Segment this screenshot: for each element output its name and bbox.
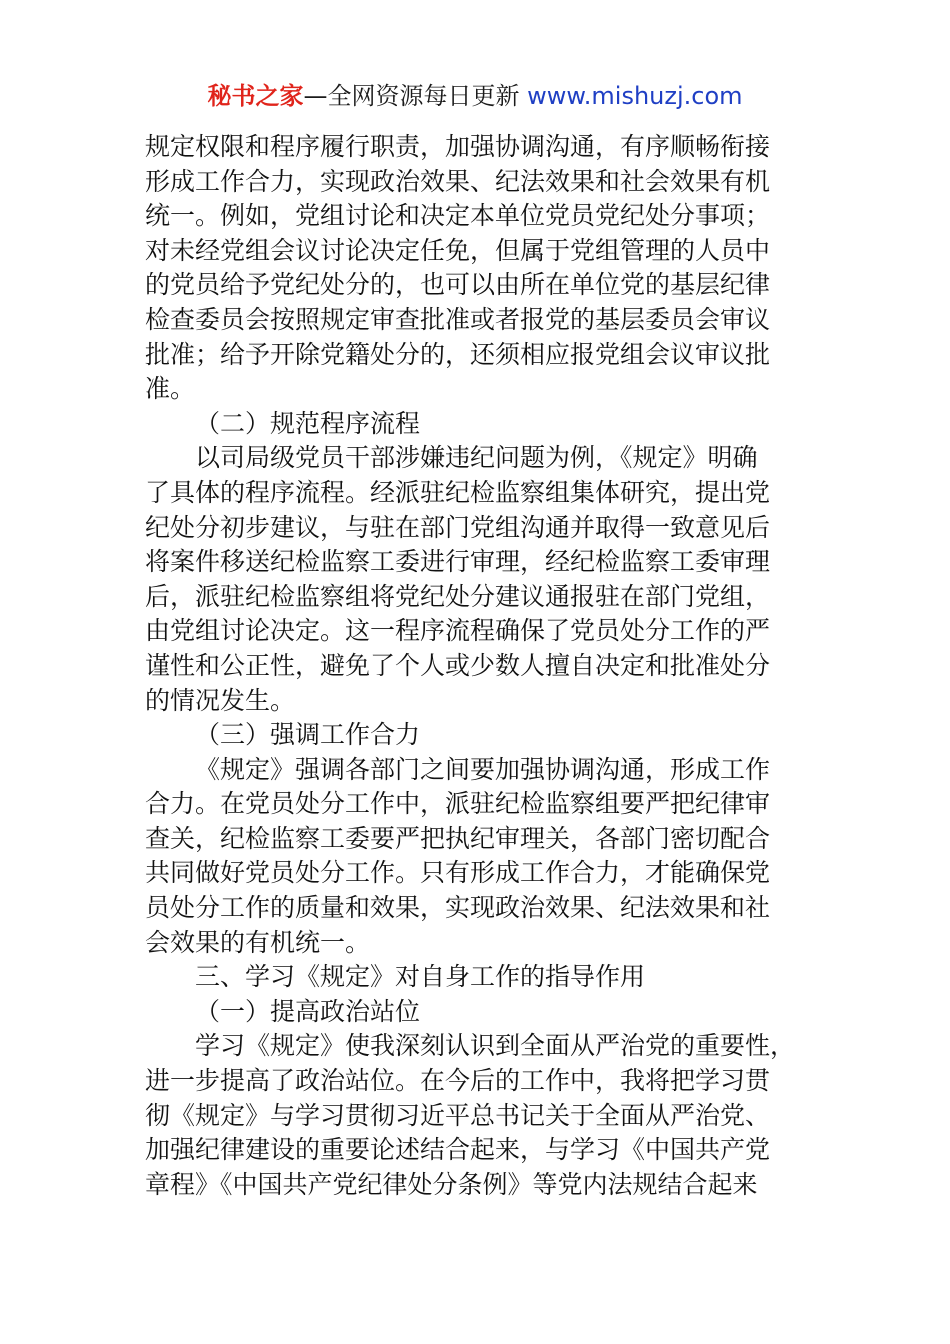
page-header [0,80,950,112]
site-tagline: —全网资源每日更新 [303,82,528,110]
text-line: 批准；给予开除党籍处分的，还须相应报党组会议审议批 [145,339,771,369]
text-line: 合力。在党员处分工作中，派驻纪检监察组要严把纪律审 [145,789,771,819]
site-url-link[interactable]: www.mishuzj.com [527,82,743,110]
text-line: 会效果的有机统一。 [145,927,371,957]
text-line: 彻《规定》与学习贯彻习近平总书记关于全面从严治党、 [145,1100,771,1130]
paragraph-first-line: 以司局级党员干部涉嫌违纪问题为例，《规定》明确 [195,443,758,473]
text-line: 纪处分初步建议，与驻在部门党组沟通并取得一致意见后 [145,512,771,542]
text-line: 员处分工作的质量和效果，实现政治效果、纪法效果和社 [145,893,771,923]
paragraph-first-line: 学习《规定》使我深刻认识到全面从严治党的重要性， [195,1031,796,1061]
text-line: 准。 [145,374,196,404]
text-line: 查关，纪检监察工委要严把执纪审理关，各部门密切配合 [145,823,771,853]
text-line: 的情况发生。 [145,685,296,715]
section-heading: （一）提高政治站位 [195,996,421,1026]
text-line: 统一。例如，党组讨论和决定本单位党员党纪处分事项； [145,201,771,231]
text-line: 共同做好党员处分工作。只有形成工作合力，才能确保党 [145,858,771,888]
text-line: 的党员给予党纪处分的，也可以由所在单位党的基层纪律 [145,270,771,300]
site-brand: 秘书之家 [207,82,304,110]
text-line: 检查委员会按照规定审查批准或者报党的基层委员会审议 [145,304,771,334]
section-heading: 三、学习《规定》对自身工作的指导作用 [195,962,646,992]
text-line: 加强纪律建设的重要论述结合起来，与学习《中国共产党 [145,1135,771,1165]
text-line: 了具体的程序流程。经派驻纪检监察组集体研究，提出党 [145,477,771,507]
document-body [145,130,810,1202]
text-line: 由党组讨论决定。这一程序流程确保了党员处分工作的严 [145,616,771,646]
section-heading: （二）规范程序流程 [195,408,421,438]
text-line: 后，派驻纪检监察组将党纪处分建议通报驻在部门党组， [145,581,771,611]
text-line: 进一步提高了政治站位。在今后的工作中，我将把学习贯 [145,1066,771,1096]
text-line: 章程》《中国共产党纪律处分条例》等党内法规结合起来 [145,1169,758,1199]
text-line: 将案件移送纪检监察工委进行审理，经纪检监察工委审理 [145,547,771,577]
text-line: 对未经党组会议讨论决定任免，但属于党组管理的人员中 [145,235,771,265]
text-line: 谨性和公正性，避免了个人或少数人擅自决定和批准处分 [145,650,771,680]
text-line: 形成工作合力，实现政治效果、纪法效果和社会效果有机 [145,166,771,196]
section-heading: （三）强调工作合力 [195,720,421,750]
paragraph-first-line: 《规定》强调各部门之间要加强协调沟通，形成工作 [195,754,771,784]
text-line: 规定权限和程序履行职责，加强协调沟通，有序顺畅衔接 [145,132,771,161]
